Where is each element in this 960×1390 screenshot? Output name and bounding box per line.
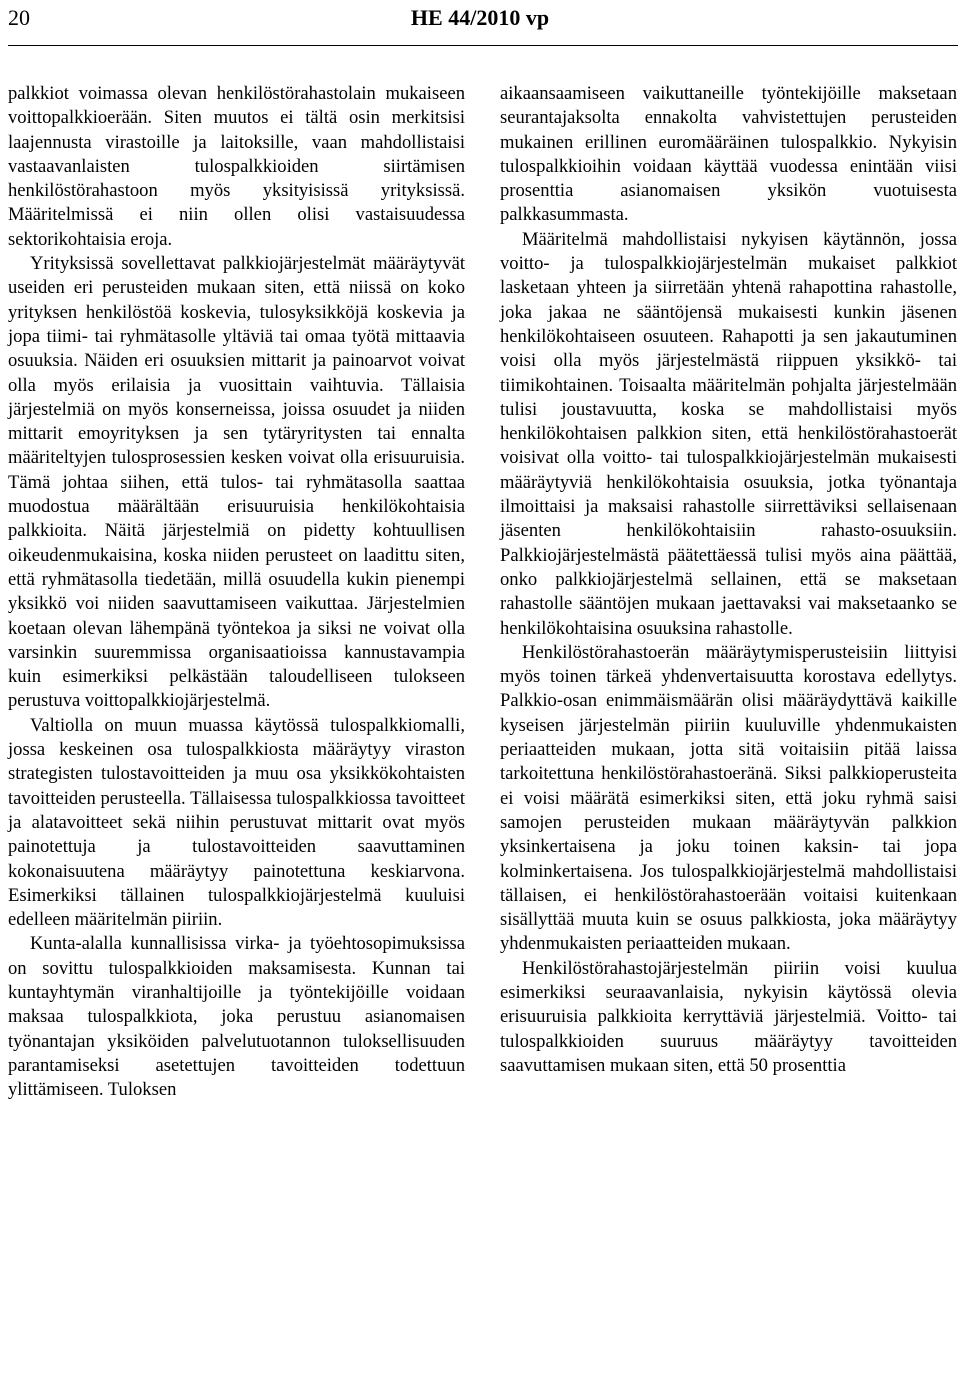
- page-header: [0, 0, 960, 40]
- right-column: [500, 82, 957, 1078]
- left-paragraph-1: palkkiot voimassa olevan henkilöstörahastolain mukaiseen voittopalkkioerään. Siten muutos ei tältä osin merkitsisi laajennusta virastoille ja laitoksille, vaan mahdollistaisi vastaavanlaisten tulospalkkioiden siirtämisen henkilöstörahastoon myös yksityisissä yrityksissä. Määritelmissä ei niin ollen olisi vastaisuudessa sektorikohtaisia eroja.: [8, 83, 465, 250]
- left-paragraph-4: Kunta-alalla kunnallisissa virka- ja työehtosopimuksissa on sovittu tulospalkkioiden maksamisesta. Kunnan tai kuntayhtymän viranhaltijoille ja työntekijöille voidaan maksaa tulospalkkiota, joka perustuu asianomaisen työnantajan yksiköiden palvelutuotannon tuloksellisuuden parantamiseksi asetettujen tavoitteiden todettuun ylittämiseen. Tuloksen: [8, 933, 465, 1101]
- right-paragraph-1: aikaansaamiseen vaikuttaneille työntekijöille maksetaan seurantajaksolta ennakolta vahvistettujen perusteiden mukainen erillinen euromääräinen tulospalkkio. Nykyisin tulospalkkioihin voidaan käyttää vuodessa enintään viisi prosenttia asianomaisen yksikön vuotuisesta palkkasummasta.: [500, 83, 957, 226]
- left-paragraph-3: Valtiolla on muun muassa käytössä tulospalkkiomalli, jossa keskeinen osa tulospalkkiosta määräytyy viraston strategisten tulostavoitteiden ja muu osa yksikkökohtaisten tavoitteiden perusteella. Tällaisessa tulospalkkiossa tavoitteet ja alatavoitteet sekä niihin perustuvat mittarit ovat myös painotettuja ja tulostavoitteiden saavuttaminen kokonaisuutena määräytyy painotettuna keskiarvona. Esimerkiksi tällainen tulospalkkiojärjestelmä kuuluisi edelleen määritelmän piiriin.: [8, 714, 465, 931]
- right-paragraph-4: Henkilöstörahastojärjestelmän piiriin voisi kuulua esimerkiksi seuraavanlaisia, nykyisin käytössä olevia erisuuruisia palkkioita kerryttäviä järjestelmiä. Voitto- tai tulospalkkioiden suuruus määräytyy tavoitteiden saavuttamisen mukaan siten, että 50 prosenttia: [500, 957, 957, 1076]
- right-paragraph-3: Henkilöstörahastoerän määräytymisperusteisiin liittyisi myös toinen tärkeä yhdenvertaisuutta korostava edellytys. Palkkio-osan enimmäismäärän olisi määräydyttävä kaikille kyseisen järjestelmän piiriin kuuluville yhdenmukaisten periaatteiden mukaan, jotta sitä voitaisiin pitää laissa tarkoitettuna henkilöstörahastoeränä. Siksi palkkioperusteita ei voisi määrätä esimerkiksi siten, että joku ryhmä saisi samojen perusteiden mukaan määräytyvän palkkion yksinkertaisena ja joku toinen kaksin- tai jopa kolminkertaisena. Jos tulospalkkiojärjestelmä mahdollistaisi tällaisen, ei henkilöstörahastoerään voitaisi kuitenkaan sisällyttää muuta kuin se osuus palkkiosta, joka määräytyy yhdenmukaisten periaatteiden mukaan.: [500, 641, 957, 955]
- left-column: [8, 82, 465, 1102]
- document-id: HE 44/2010 vp: [410, 5, 550, 30]
- right-paragraph-2: Määritelmä mahdollistaisi nykyisen käytännön, jossa voitto- ja tulospalkkiojärjestelmän mukaiset palkkiot lasketaan yhteen ja siirretään yhtenä rahapottina rahastolle, joka jakaa ne sääntöjensä mukaisesti kunkin jäsenen henkilökohtaiseen osuuteen. Rahapotti ja sen jakautuminen voisi olla myös järjestelmästä riippuen yksikkö- tai tiimikohtainen. Toisaalta määritelmän pohjalta järjestelmään tulisi joustavuutta, koska se mahdollistaisi myös henkilökohtaisen palkkion siten, että henkilöstörahastoerät voisivat olla voitto- tai tulospalkkiojärjestelmän mukaisesti määräytyviä henkilökohtaisia osuuksia, jotka työnantaja ilmoittaisi ja maksaisi rahastolle siirrettäviksi sellaisenaan jäsenten henkilökohtaisiin rahasto-osuuksiin. Palkkiojärjestelmästä päätettäessä tulisi myös aina päättää, onko palkkiojärjestelmä sellainen, että se maksetaan rahastolle sääntöjen mukaan jaettavaksi vai maksetaanko se henkilökohtaisina osuuksina rahastolle.: [500, 228, 957, 639]
- left-paragraph-2: Yrityksissä sovellettavat palkkiojärjestelmät määräytyvät useiden eri perusteiden mukaan siten, että niissä on koko yrityksen henkilöstöä koskevia, tulosyksikköjä koskevia ja jopa tiimi- tai ryhmätasolle yltäviä tai omaa työtä mittaavia osuuksia. Näiden eri osuuksien mittarit ja painoarvot voivat olla myös erilaisia ja vuosittain vaihtuvia. Tällaisia järjestelmiä on myös konserneissa, joissa osuudet ja niiden mittarit emoyrityksen ja sen tytäryritysten tai ennalta määriteltyjen tulosprosessien kesken voivat olla erisuuruisia. Tämä johtaa siihen, että tulos- tai ryhmätasolla saattaa muodostua määrältään erisuuruisia henkilökohtaisia palkkioita. Näitä järjestelmiä on pidetty kohtuullisen oikeudenmukaisina, koska niiden perusteet on laadittu siten, että ryhmätasolla tiedetään, millä osuudella kukin pienempi yksikkö voi niiden saavuttamiseen vaikuttaa. Järjestelmien koetaan olevan lähempänä työntekoa ja siksi ne voivat olla varsinkin suuremmissa organisaatioissa kannustavampia kuin esimerkiksi pelkästään taloudelliseen tulokseen perustuva voittopalkkiojärjestelmä.: [8, 253, 465, 712]
- page-number: 20: [8, 5, 30, 30]
- header-rule: [8, 45, 958, 46]
